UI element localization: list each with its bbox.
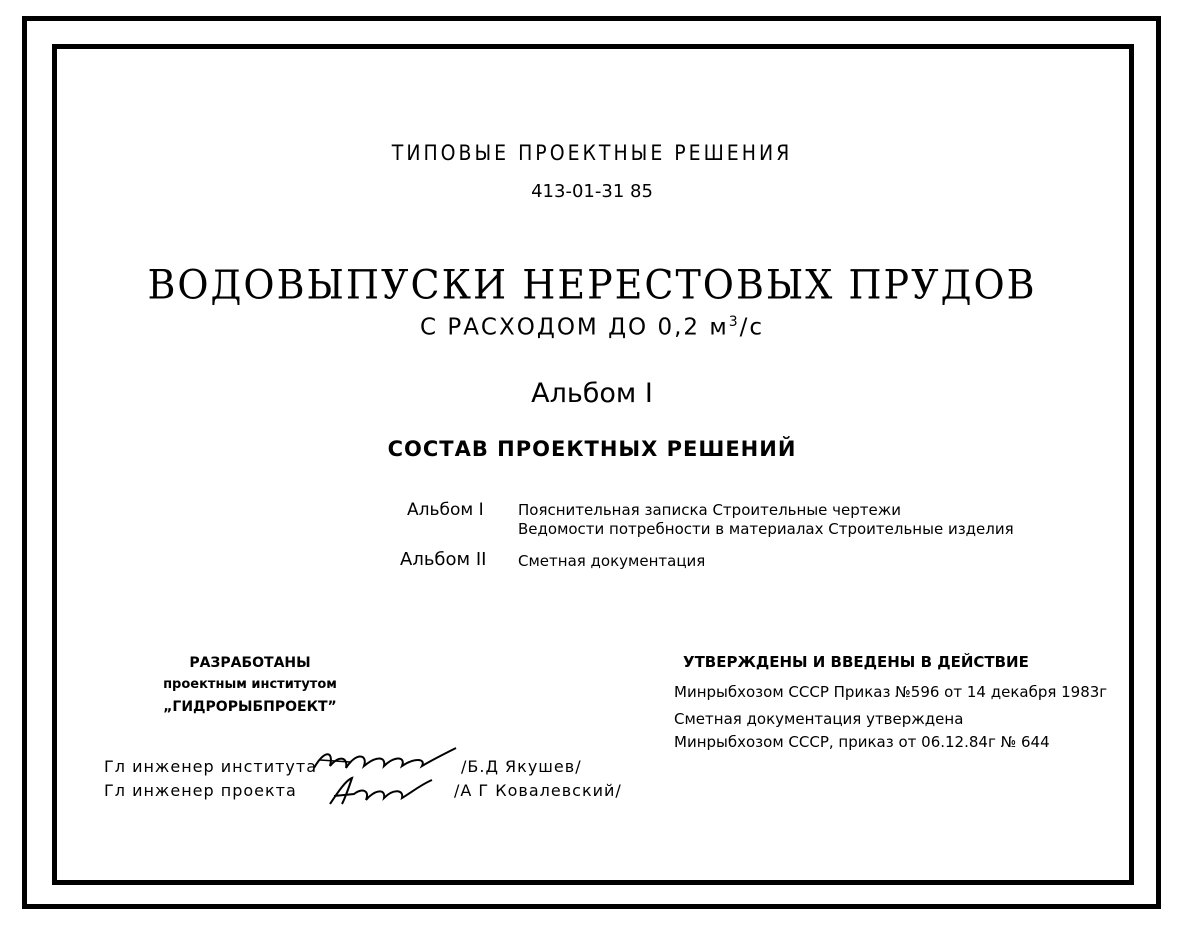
estimate-order-line: Минрыбхозом СССР, приказ от 06.12.84г № 644 [674,733,1050,751]
subtitle-prefix: С РАСХОДОМ ДО 0,2 м [419,314,729,341]
album-2-line-1: Сметная документация [518,552,706,570]
subtitle-superscript: 3 [728,314,740,330]
signature-name-1: /Б.Д Якушев/ [461,757,582,776]
album-number: Альбом I [531,378,653,409]
approved-order-line: Минрыбхозом СССР Приказ №596 от 14 декабря 1983г [674,683,1108,701]
handwritten-signature-1 [310,744,460,778]
handwritten-signature-2 [326,774,436,808]
signature-name-2: /А Г Ковалевский/ [454,781,622,800]
album-1-label: Альбом I [407,500,484,520]
album-2-label: Альбом II [400,549,487,570]
subtitle-suffix: /с [739,314,765,341]
signature-role-1: Гл инженер института [104,757,318,776]
album-1-line-2: Ведомости потребности в материалах Строительные изделия [518,520,1014,538]
signature-role-2: Гл инженер проекта [104,781,297,800]
document-title: ВОДОВЫПУСКИ НЕРЕСТОВЫХ ПРУДОВ [147,261,1037,309]
series-heading: ТИПОВЫЕ ПРОЕКТНЫЕ РЕШЕНИЯ [391,141,793,165]
developed-heading: РАЗРАБОТАНЫ [189,655,311,671]
document-number: 413-01-31 85 [531,181,653,202]
composition-heading: СОСТАВ ПРОЕКТНЫХ РЕШЕНИЙ [387,437,797,461]
developed-institute-name: „ГИДРОРЫБПРОЕКТ” [163,699,337,715]
estimate-approved-line: Сметная документация утверждена [674,710,964,728]
album-1-line-1: Пояснительная записка Строительные чертежи [518,501,901,519]
document-subtitle [0,314,1184,341]
approved-heading: УТВЕРЖДЕНЫ И ВВЕДЕНЫ В ДЕЙСТВИЕ [683,653,1029,671]
developed-institute-line: проектным институтом [163,677,337,692]
